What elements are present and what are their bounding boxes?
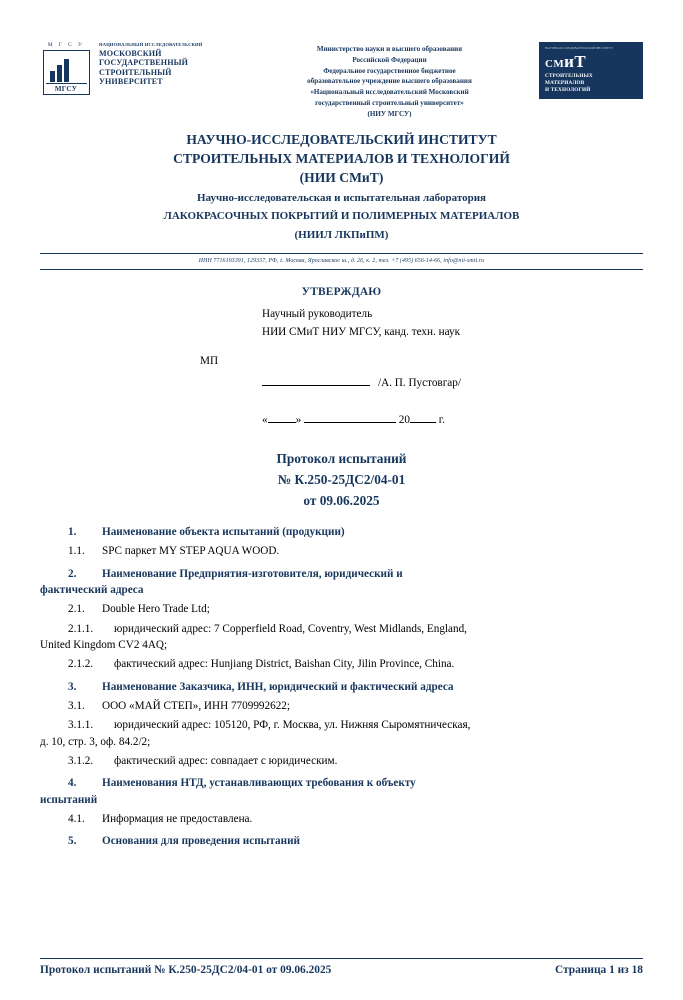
- section-title: Основания для проведения испытаний: [102, 835, 300, 848]
- approval-title: УТВЕРЖДАЮ: [301, 285, 382, 298]
- item-number: 2.1.: [68, 603, 85, 616]
- item-number: 3.1.2.: [68, 754, 94, 767]
- smit-logo-block: [539, 42, 643, 99]
- ministry-line-2: Российской Федерации: [352, 55, 427, 64]
- mgsu-name-line-3: СТРОИТЕЛЬНЫЙ: [99, 67, 172, 77]
- item-number: 4.1.: [68, 812, 85, 825]
- signature-name: /А. П. Пустовгар/: [378, 376, 461, 389]
- ministry-block: [248, 42, 531, 119]
- mgsu-logo-divider: [46, 83, 87, 84]
- institute-title-line-2: СТРОИТЕЛЬНЫХ МАТЕРИАЛОВ И ТЕХНОЛОГИЙ: [173, 151, 510, 167]
- section-heading: [40, 679, 643, 695]
- protocol-date: от 09.06.2025: [303, 492, 380, 508]
- date-day-blank: [268, 422, 296, 423]
- approval-role-line-2: НИИ СМиТ НИУ МГСУ, канд. техн. наук: [262, 325, 461, 338]
- item-text: Информация не предоставлена.: [102, 812, 253, 825]
- footer-page-number: Страница 1 из 18: [555, 964, 643, 976]
- item-text: фактический адрес: совпадает с юридическим.: [114, 754, 338, 767]
- signature-row: [40, 377, 643, 389]
- institute-title-line-3: (НИИ СМиТ): [299, 169, 384, 185]
- item-number: 2.1.2.: [68, 658, 94, 671]
- section-title: Наименование объекта испытаний (продукции): [102, 525, 345, 538]
- stamp-placeholder: МП: [200, 354, 219, 367]
- item-number: 3.1.1.: [68, 719, 94, 732]
- date-quote-close: »: [295, 413, 302, 426]
- footer-protocol-label: Протокол испытаний № К.250-25ДС2/04-01 от 09.06.2025: [40, 964, 332, 976]
- lab-title-line-3: (НИИЛ ЛКПиПМ): [294, 228, 389, 241]
- smit-brand: [545, 53, 638, 70]
- smit-sub-line-1: СТРОИТЕЛЬНЫХ: [545, 73, 593, 79]
- section-heading: [40, 775, 643, 791]
- item-text: юридический адрес: 7 Copperfield Road, Coventry, West Midlands, England,: [114, 622, 467, 635]
- section-number: 4.: [68, 777, 77, 790]
- date-year-prefix: 20: [398, 413, 410, 426]
- mgsu-research-line: НАЦИОНАЛЬНЫЙ ИССЛЕДОВАТЕЛЬСКИЙ: [99, 42, 203, 47]
- smit-sub-block: [545, 73, 638, 94]
- list-item: [40, 621, 643, 637]
- smit-brand-i: и: [564, 52, 575, 71]
- smit-sub-line-3: И ТЕХНОЛОГИЙ: [545, 87, 591, 94]
- section-title: Наименование Предприятия-изготовителя, юридический и: [102, 567, 403, 580]
- mgsu-letters: М Г С У: [47, 42, 85, 48]
- approval-block: [40, 305, 643, 341]
- section-title-continuation: испытаний: [40, 793, 98, 806]
- item-text: ООО «МАЙ СТЕП», ИНН 7709992622;: [102, 699, 291, 712]
- header-divider-bottom: [40, 269, 643, 270]
- item-text-continuation: United Kingdom CV2 4AQ;: [40, 638, 168, 651]
- institute-title-line-1: НАУЧНО-ИССЛЕДОВАТЕЛЬСКИЙ ИНСТИТУТ: [186, 132, 497, 148]
- institute-title-block: [40, 131, 643, 243]
- item-number: 2.1.1.: [68, 622, 94, 635]
- list-item: [40, 656, 643, 672]
- item-text: Double Hero Trade Ltd;: [102, 603, 210, 616]
- mgsu-name-block: [99, 42, 202, 86]
- smit-sub-line-2: МАТЕРИАЛОВ: [545, 80, 585, 87]
- date-row: [40, 414, 643, 426]
- mgsu-emblem: [40, 42, 92, 95]
- mgsu-name-line-2: ГОСУДАРСТВЕННЫЙ: [99, 58, 189, 68]
- smit-institute-line: НАУЧНО-ИССЛЕДОВАТЕЛЬСКИЙ ИНСТИТУТ: [545, 46, 614, 50]
- item-text-continuation: д. 10, стр. 3, оф. 84.2/2;: [40, 735, 151, 748]
- footer-divider: [40, 958, 643, 959]
- ministry-line-7: (НИУ МГСУ): [367, 109, 412, 118]
- smit-brand-t: Т: [574, 52, 587, 71]
- footer-row: [40, 964, 643, 976]
- letterhead: [40, 42, 643, 119]
- section-number: 3.: [68, 680, 77, 693]
- list-item: [40, 811, 643, 827]
- item-text: SPC паркет MY STEP AQUA WOOD.: [102, 545, 280, 558]
- list-item: [40, 753, 643, 769]
- lab-title-line-1: Научно-исследовательская и испытательная лаборатория: [196, 191, 486, 204]
- date-year-blank: [410, 422, 436, 423]
- section-heading: [40, 524, 643, 540]
- mgsu-name-line-1: МОСКОВСКИЙ: [99, 48, 162, 58]
- mgsu-logo-icon: [43, 50, 90, 95]
- header-contacts: ИНН 7716103391, 129337, РФ, г. Москва, Ярославское ш., д. 26, к. 2, тел. +7 (495) 656-14-66, info@nii-smit.ru: [198, 257, 485, 264]
- section-title-continuation: фактический адреса: [40, 583, 144, 596]
- mgsu-logo-block: [40, 42, 240, 95]
- date-month-blank: [304, 422, 396, 423]
- page-footer: [40, 958, 643, 976]
- lab-title-line-2: ЛАКОКРАСОЧНЫХ ПОКРЫТИЙ И ПОЛИМЕРНЫХ МАТЕРИАЛОВ: [163, 210, 520, 223]
- date-quote-open: «: [262, 413, 268, 426]
- header-divider-top: [40, 253, 643, 254]
- signature-line: [262, 385, 370, 386]
- mgsu-towers-icon: [50, 59, 69, 82]
- protocol-number: № К.250-25ДС2/04-01: [277, 471, 406, 487]
- ministry-line-4: образовательное учреждение высшего образования: [307, 77, 472, 86]
- protocol-title: Протокол испытаний: [276, 450, 407, 466]
- ministry-line-5: «Национальный исследовательский Московский: [310, 88, 469, 97]
- mgsu-logo-label: МГСУ: [54, 85, 78, 93]
- section-heading: [40, 833, 643, 849]
- protocol-title-block: [40, 448, 643, 511]
- mgsu-name-line-4: УНИВЕРСИТЕТ: [99, 76, 163, 86]
- section-heading: [40, 566, 643, 582]
- section-title: Наименования НТД, устанавливающих требования к объекту: [102, 777, 416, 790]
- section-number: 1.: [68, 525, 77, 538]
- section-number: 5.: [68, 835, 77, 848]
- list-item: [40, 717, 643, 733]
- item-text: фактический адрес: Hunjiang District, Baishan City, Jilin Province, China.: [114, 658, 455, 671]
- item-number: 3.1.: [68, 699, 85, 712]
- ministry-line-1: Министерство науки и высшего образования: [316, 45, 463, 53]
- smit-brand-sm: СМ: [545, 58, 565, 70]
- date-year-suffix: г.: [438, 413, 445, 426]
- document-body: [40, 524, 643, 850]
- smit-logo-icon: [539, 42, 643, 99]
- section-title: Наименование Заказчика, ИНН, юридический и фактический адреса: [102, 680, 454, 693]
- item-number: 1.1.: [68, 545, 85, 558]
- list-item: [40, 543, 643, 559]
- item-text: юридический адрес: 105120, РФ, г. Москва, ул. Нижняя Сыромятническая,: [114, 719, 471, 732]
- ministry-line-6: государственный строительный университет»: [315, 98, 464, 107]
- ministry-line-3: Федеральное государственное бюджетное: [323, 66, 456, 75]
- list-item: [40, 601, 643, 617]
- section-number: 2.: [68, 567, 77, 580]
- list-item: [40, 698, 643, 714]
- approval-role-line-1: Научный руководитель: [262, 307, 373, 320]
